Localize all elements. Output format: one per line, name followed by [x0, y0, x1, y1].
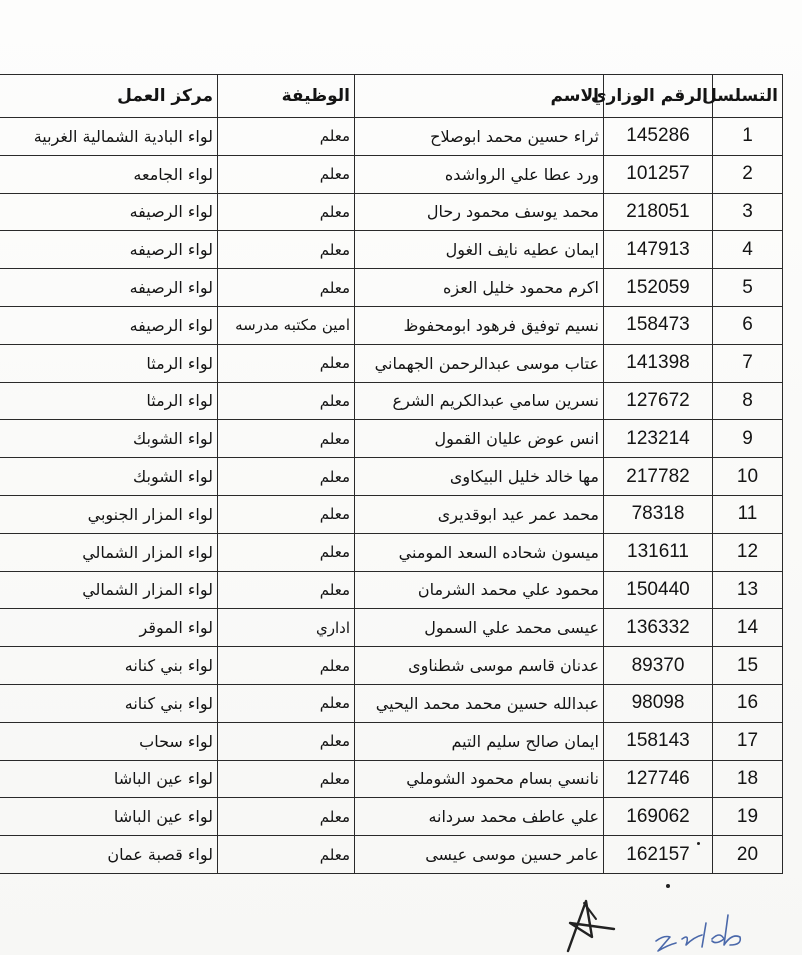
cell-sequence: 12 [713, 533, 783, 571]
cell-work-center: لواء المزار الشمالي [0, 571, 218, 609]
cell-work-center: لواء سحاب [0, 722, 218, 760]
cell-work-center: لواء عين الباشا [0, 798, 218, 836]
cell-name: محمد عمر عيد ابوقديرى [355, 495, 604, 533]
cell-ministry-number: 127746 [604, 760, 713, 798]
cell-sequence: 4 [713, 231, 783, 269]
cell-name: ميسون شحاده السعد المومني [355, 533, 604, 571]
cell-ministry-number: 147913 [604, 231, 713, 269]
cell-ministry-number: 98098 [604, 684, 713, 722]
cell-work-center: لواء الرصيفه [0, 306, 218, 344]
cell-job: معلم [218, 193, 355, 231]
cell-name: ورد عطا علي الرواشده [355, 155, 604, 193]
cell-job: معلم [218, 647, 355, 685]
cell-sequence: 3 [713, 193, 783, 231]
cell-ministry-number: 162157 [604, 836, 713, 874]
cell-work-center: لواء الرصيفه [0, 231, 218, 269]
cell-ministry-number: 136332 [604, 609, 713, 647]
cell-name: عبدالله حسين محمد محمد اليحيي [355, 684, 604, 722]
cell-sequence: 5 [713, 269, 783, 307]
cell-work-center: لواء الشوبك [0, 458, 218, 496]
cell-ministry-number: 89370 [604, 647, 713, 685]
cell-ministry-number: 218051 [604, 193, 713, 231]
cell-sequence: 18 [713, 760, 783, 798]
cell-sequence: 6 [713, 306, 783, 344]
cell-ministry-number: 150440 [604, 571, 713, 609]
cell-ministry-number: 158473 [604, 306, 713, 344]
cell-job: معلم [218, 458, 355, 496]
cell-sequence: 11 [713, 495, 783, 533]
cell-work-center: لواء الموقر [0, 609, 218, 647]
cell-name: علي عاطف محمد سردانه [355, 798, 604, 836]
cell-work-center: لواء الرمثا [0, 344, 218, 382]
cell-ministry-number: 158143 [604, 722, 713, 760]
cell-sequence: 20 [713, 836, 783, 874]
cell-job: معلم [218, 420, 355, 458]
cell-job: اداري [218, 609, 355, 647]
cell-sequence: 8 [713, 382, 783, 420]
table-row [0, 798, 783, 836]
cell-ministry-number: 127672 [604, 382, 713, 420]
table-row [0, 382, 783, 420]
table-row [0, 609, 783, 647]
cell-job: معلم [218, 495, 355, 533]
cell-job: معلم [218, 684, 355, 722]
cell-sequence: 16 [713, 684, 783, 722]
cell-job: معلم [218, 760, 355, 798]
cell-sequence: 10 [713, 458, 783, 496]
header-name: الاسم [355, 75, 604, 118]
table-row [0, 571, 783, 609]
cell-work-center: لواء بني كنانه [0, 684, 218, 722]
cell-ministry-number: 131611 [604, 533, 713, 571]
table-row [0, 155, 783, 193]
table-body [0, 118, 783, 874]
table-row [0, 306, 783, 344]
cell-work-center: لواء الرصيفه [0, 269, 218, 307]
table-row [0, 760, 783, 798]
employee-table [0, 74, 783, 874]
table-row [0, 269, 783, 307]
table-row [0, 118, 783, 156]
table-row [0, 420, 783, 458]
cell-work-center: لواء قصبة عمان [0, 836, 218, 874]
header-sequence: التسلسل [713, 75, 783, 118]
cell-ministry-number: 152059 [604, 269, 713, 307]
cell-ministry-number: 169062 [604, 798, 713, 836]
cell-sequence: 2 [713, 155, 783, 193]
cell-name: ايمان عطيه نايف الغول [355, 231, 604, 269]
cell-job: معلم [218, 344, 355, 382]
cell-work-center: لواء الجامعه [0, 155, 218, 193]
cell-name: عتاب موسى عبدالرحمن الجهماني [355, 344, 604, 382]
cell-job: معلم [218, 836, 355, 874]
table-row [0, 836, 783, 874]
cell-job: معلم [218, 382, 355, 420]
cell-sequence: 13 [713, 571, 783, 609]
cell-sequence: 19 [713, 798, 783, 836]
cell-ministry-number: 217782 [604, 458, 713, 496]
stray-ink-dot [697, 842, 700, 845]
table-row [0, 647, 783, 685]
table-header-row [0, 75, 783, 118]
cell-name: نسرين سامي عبدالكريم الشرع [355, 382, 604, 420]
table-row [0, 344, 783, 382]
cell-work-center: لواء البادية الشمالية الغربية [0, 118, 218, 156]
table-row [0, 533, 783, 571]
cell-name: ايمان صالح سليم التيم [355, 722, 604, 760]
cell-sequence: 1 [713, 118, 783, 156]
cell-sequence: 15 [713, 647, 783, 685]
cell-name: عيسى محمد علي السمول [355, 609, 604, 647]
cell-name: نانسي بسام محمود الشوملي [355, 760, 604, 798]
cell-work-center: لواء بني كنانه [0, 647, 218, 685]
stray-ink-dot [666, 884, 670, 888]
table-row [0, 495, 783, 533]
cell-name: عامر حسين موسى عيسى [355, 836, 604, 874]
cell-name: ثراء حسين محمد ابوصلاح [355, 118, 604, 156]
cell-job: معلم [218, 269, 355, 307]
table-row [0, 458, 783, 496]
cell-work-center: لواء الرمثا [0, 382, 218, 420]
header-work-center: مركز العمل [0, 75, 218, 118]
cell-name: مها خالد خليل البيكاوى [355, 458, 604, 496]
cell-work-center: لواء المزار الجنوبي [0, 495, 218, 533]
cell-name: اكرم محمود خليل العزه [355, 269, 604, 307]
cell-job: معلم [218, 118, 355, 156]
cell-job: معلم [218, 155, 355, 193]
cell-name: محمود علي محمد الشرمان [355, 571, 604, 609]
table-row [0, 722, 783, 760]
cell-sequence: 7 [713, 344, 783, 382]
table-row [0, 684, 783, 722]
cell-job: امين مكتبه مدرسه [218, 306, 355, 344]
cell-work-center: لواء المزار الشمالي [0, 533, 218, 571]
cell-name: نسيم توفيق فرهود ابومحفوظ [355, 306, 604, 344]
cell-ministry-number: 141398 [604, 344, 713, 382]
cell-work-center: لواء الرصيفه [0, 193, 218, 231]
handwritten-signature [556, 893, 756, 955]
cell-job: معلم [218, 571, 355, 609]
cell-ministry-number: 101257 [604, 155, 713, 193]
cell-sequence: 17 [713, 722, 783, 760]
cell-job: معلم [218, 798, 355, 836]
cell-sequence: 14 [713, 609, 783, 647]
cell-job: معلم [218, 231, 355, 269]
header-ministry-number: الرقم الوزاري [604, 75, 713, 118]
cell-name: محمد يوسف محمود رحال [355, 193, 604, 231]
cell-job: معلم [218, 722, 355, 760]
header-job: الوظيفة [218, 75, 355, 118]
cell-work-center: لواء الشوبك [0, 420, 218, 458]
cell-ministry-number: 145286 [604, 118, 713, 156]
cell-name: انس عوض عليان القمول [355, 420, 604, 458]
cell-ministry-number: 78318 [604, 495, 713, 533]
cell-name: عدنان قاسم موسى شطناوى [355, 647, 604, 685]
cell-work-center: لواء عين الباشا [0, 760, 218, 798]
table-row [0, 231, 783, 269]
cell-sequence: 9 [713, 420, 783, 458]
cell-job: معلم [218, 533, 355, 571]
table-row [0, 193, 783, 231]
cell-ministry-number: 123214 [604, 420, 713, 458]
